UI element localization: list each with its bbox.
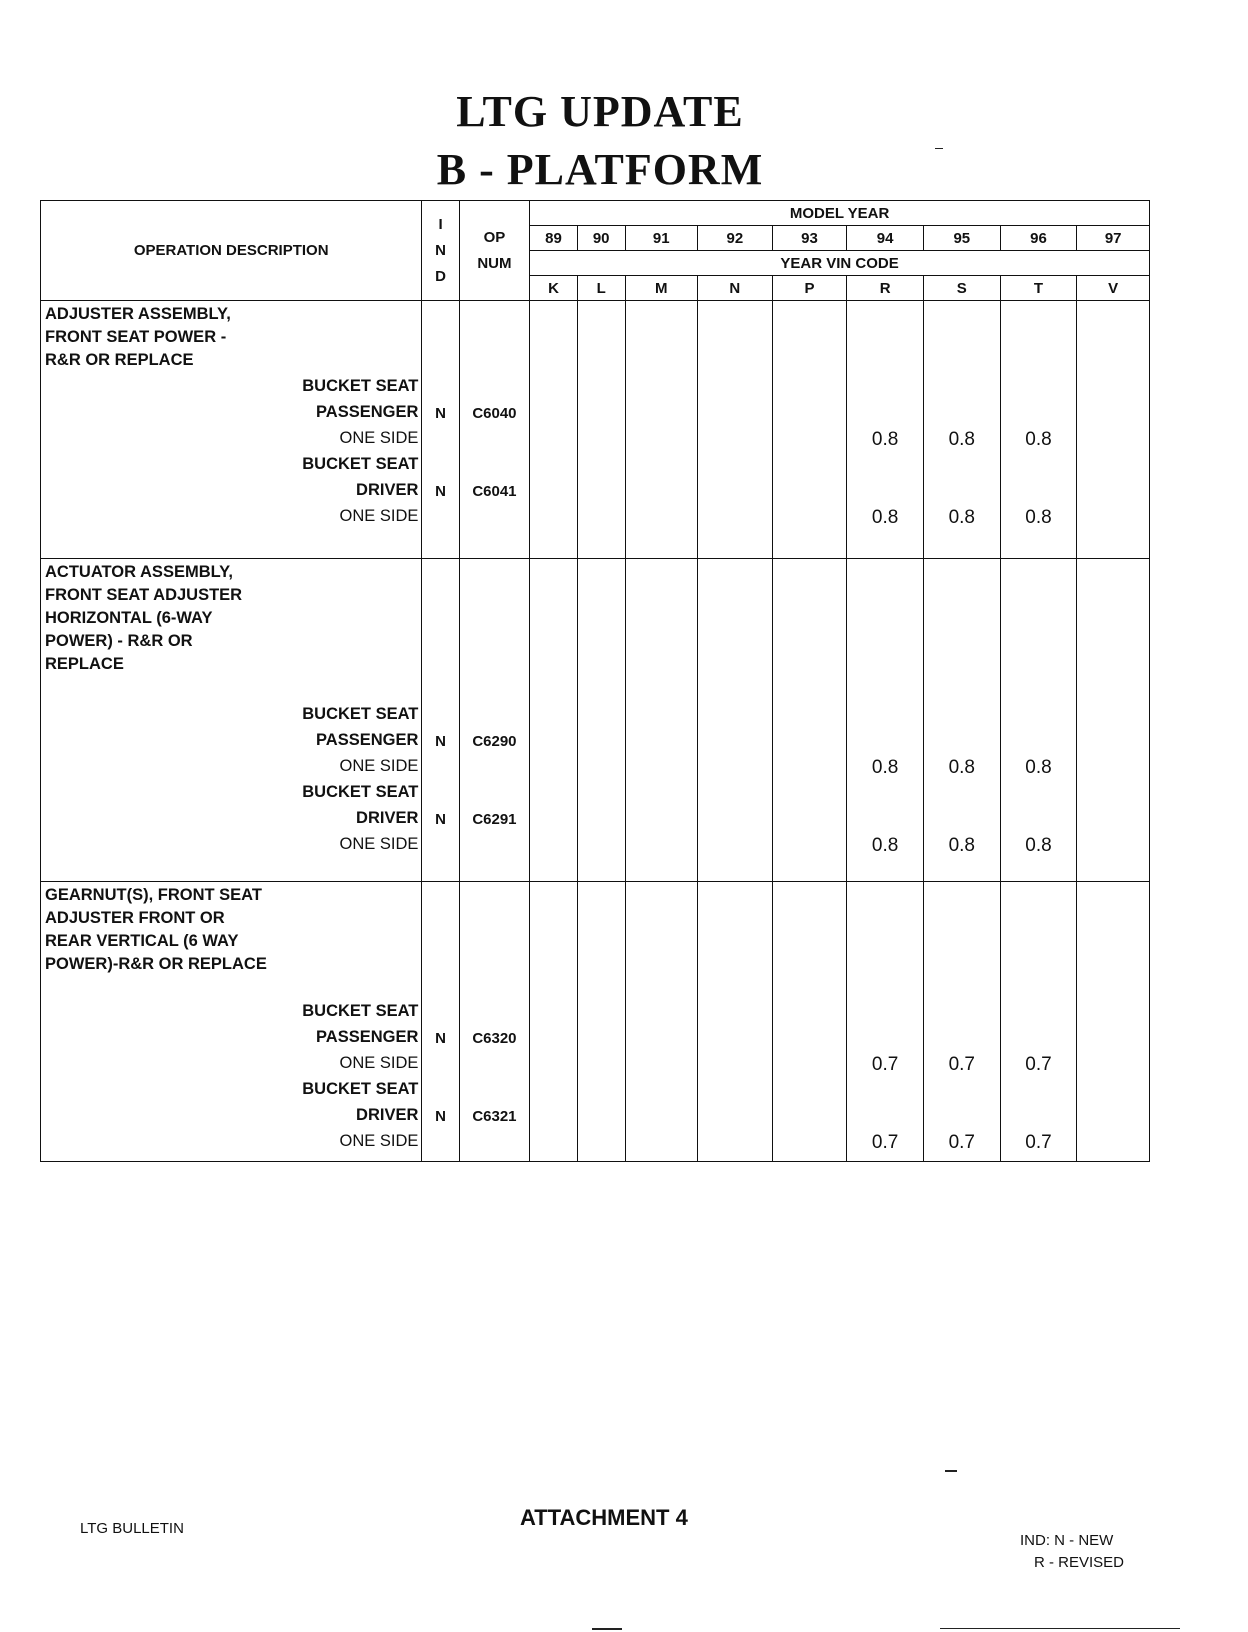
op-num-header: OP NUM — [459, 201, 529, 301]
labor-time-value: 0.8 — [948, 429, 975, 450]
line-label: ONE SIDE — [339, 507, 419, 525]
line-label: BUCKET SEAT — [302, 1002, 419, 1020]
line-label: BUCKET SEAT — [302, 783, 419, 801]
page-subtitle: B - PLATFORM — [436, 145, 764, 194]
op-num-value: C6291 — [472, 811, 517, 828]
legend-revised: R - REVISED — [1034, 1554, 1125, 1571]
labor-time-value: 0.8 — [1025, 835, 1052, 856]
labor-time-value: 0.8 — [948, 507, 975, 528]
line-label: BUCKET SEAT — [302, 705, 419, 723]
year-cell: 91 — [625, 226, 698, 251]
labor-time-value: 0.8 — [871, 835, 899, 856]
table-header — [41, 201, 1150, 301]
scan-mark — [945, 1470, 957, 1472]
vin-code-cell: K — [530, 276, 578, 301]
section-gearnuts — [41, 882, 1150, 1162]
labor-time-value: 0.8 — [871, 507, 899, 528]
labor-time-value: 0.7 — [871, 1054, 899, 1075]
labor-time-value: 0.7 — [948, 1054, 975, 1075]
scan-mark — [935, 148, 943, 149]
ind-value: N — [435, 1030, 446, 1047]
line-label: ONE SIDE — [339, 1132, 419, 1150]
year-cell: 97 — [1077, 226, 1150, 251]
line-label: DRIVER — [356, 481, 419, 499]
section-actuator-assembly — [41, 559, 1150, 882]
vin-code-cell: T — [1000, 276, 1077, 301]
line-label: ONE SIDE — [339, 1054, 419, 1072]
model-year-header: MODEL YEAR — [530, 201, 1150, 226]
line-label: BUCKET SEAT — [302, 377, 419, 395]
labor-time-value: 0.8 — [1025, 507, 1052, 528]
labor-time-value: 0.8 — [1025, 429, 1052, 450]
labor-time-value: 0.7 — [948, 1132, 975, 1153]
vin-code-cell: V — [1077, 276, 1150, 301]
scan-mark — [940, 1628, 1180, 1629]
line-label: BUCKET SEAT — [302, 1080, 419, 1098]
labor-time-value: 0.8 — [1025, 757, 1052, 778]
section-heading: ADJUSTER ASSEMBLY, FRONT SEAT POWER - R&R OR REPLACE — [45, 305, 231, 369]
line-label: BUCKET SEAT — [302, 455, 419, 473]
scan-mark — [592, 1628, 622, 1630]
op-num-value: C6321 — [472, 1108, 517, 1125]
labor-time-value: 0.8 — [871, 429, 899, 450]
labor-time-value: 0.7 — [1025, 1132, 1052, 1153]
labor-time-table — [40, 200, 1150, 1162]
labor-time-value: 0.7 — [871, 1132, 899, 1153]
section-heading: GEARNUT(S), FRONT SEAT ADJUSTER FRONT OR REAR VERTICAL (6 WAY POWER)-R&R OR REPLACE — [45, 886, 267, 973]
vin-code-cell: L — [577, 276, 625, 301]
vin-code-cell: N — [698, 276, 773, 301]
footer-legend — [1020, 1530, 1124, 1574]
line-label: PASSENGER — [316, 1028, 419, 1046]
year-cell: 96 — [1000, 226, 1077, 251]
line-label: DRIVER — [356, 1106, 419, 1124]
op-num-value: C6320 — [472, 1030, 517, 1047]
vin-code-cell: R — [847, 276, 924, 301]
labor-time-value: 0.8 — [871, 757, 899, 778]
year-cell: 92 — [698, 226, 773, 251]
line-label: PASSENGER — [316, 403, 419, 421]
year-cell: 89 — [530, 226, 578, 251]
footer-attachment-label: ATTACHMENT 4 — [520, 1505, 688, 1530]
year-vin-code-header: YEAR VIN CODE — [530, 251, 1150, 276]
year-cell: 95 — [923, 226, 1000, 251]
year-cell: 94 — [847, 226, 924, 251]
labor-time-value: 0.8 — [948, 835, 975, 856]
op-num-value: C6290 — [472, 733, 517, 750]
section-heading: ACTUATOR ASSEMBLY, FRONT SEAT ADJUSTER HORIZONTAL (6-WAY POWER) - R&R OR REPLACE — [45, 563, 243, 673]
legend-new: IND: N - NEW — [1020, 1532, 1114, 1549]
year-cell: 90 — [577, 226, 625, 251]
line-label: ONE SIDE — [339, 429, 419, 447]
ind-header: I N D — [422, 201, 459, 301]
line-label: DRIVER — [356, 809, 419, 827]
vin-code-cell: P — [772, 276, 847, 301]
ind-value: N — [435, 405, 446, 422]
vin-code-cell: M — [625, 276, 698, 301]
labor-time-value: 0.7 — [1025, 1054, 1052, 1075]
operation-description-header: OPERATION DESCRIPTION — [41, 201, 422, 301]
op-num-value: C6040 — [472, 405, 517, 422]
line-label: ONE SIDE — [339, 757, 419, 775]
ind-value: N — [435, 733, 446, 750]
ind-value: N — [435, 483, 446, 500]
line-label: ONE SIDE — [339, 835, 419, 853]
labor-time-value: 0.8 — [948, 757, 975, 778]
page-title: LTG UPDATE — [456, 87, 744, 136]
op-num-value: C6041 — [472, 483, 517, 500]
section-adjuster-assembly — [41, 301, 1150, 559]
vin-code-cell: S — [923, 276, 1000, 301]
ind-value: N — [435, 811, 446, 828]
year-cell: 93 — [772, 226, 847, 251]
ind-value: N — [435, 1108, 446, 1125]
footer-bulletin-label: LTG BULLETIN — [80, 1520, 184, 1537]
line-label: PASSENGER — [316, 731, 419, 749]
